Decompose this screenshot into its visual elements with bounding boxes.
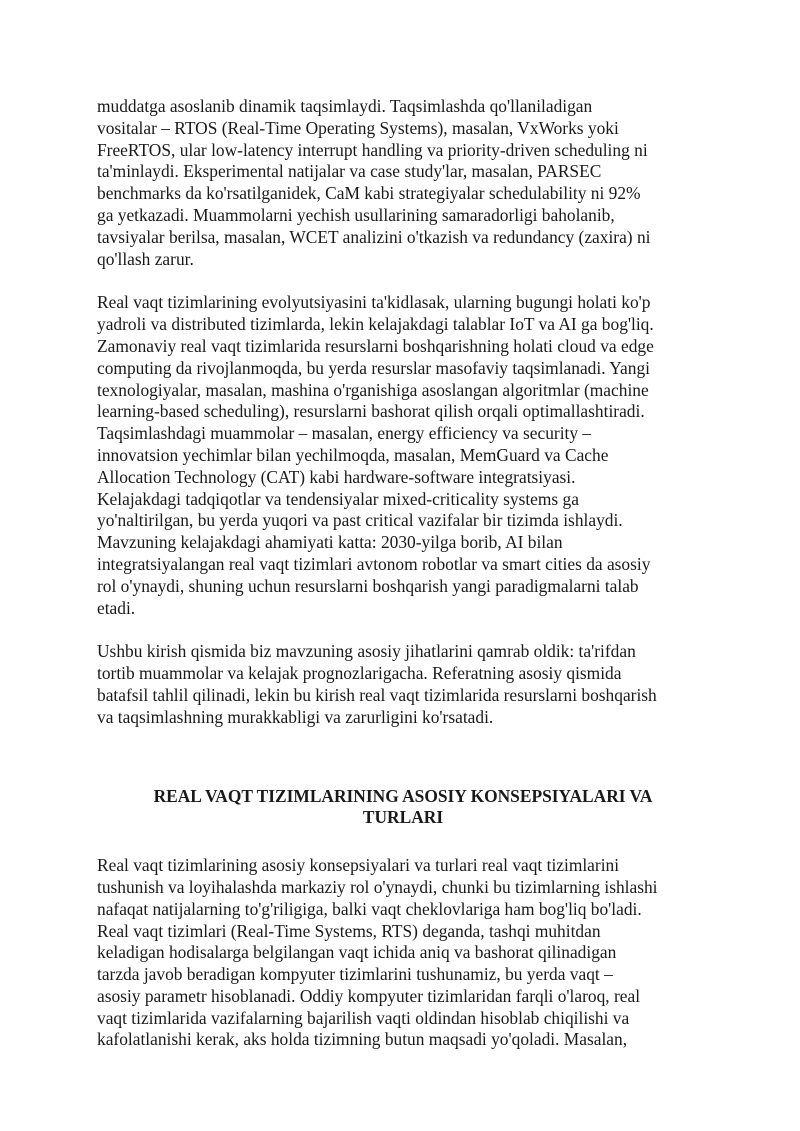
paragraph-evolyutsiya: Real vaqt tizimlarining evolyutsiyasini ta'kidlasak, ularning bugungi holati ko'p yadroli va distributed tizimlarda, lekin kelajakdagi talablar IoT va AI ga bog'liq. Zamonaviy real vaqt tizimlarida resurslarni boshqarishning holati cloud va edge computing da rivojlanmoqda, bu yerda resurslar masofaviy taqsimlanadi. Yangi texnologiyalar, masalan, mashina o'rganishiga asoslangan algoritmlar (machine learning-based scheduling), resurslarni bashorat qilish orqali optimallashtiradi. Taqsimlashdagi muammolar – masalan, energy efficiency va security – innovatsion yechimlar bilan yechilmoqda, masalan, MemGuard va Cache Allocation Technology (CAT) kabi hardware-software integratsiyasi. Kelajakdagi tadqiqotlar va tendensiyalar mixed-criticality systems ga yo'naltirilgan, bu yerda yuqori va past critical vazifalar bir tizimda ishlaydi. Mavzuning kelajakdagi ahamiyati katta: 2030-yilga borib, AI bilan integratsiyalangan real vaqt tizimlari avtonom robotlar va smart cities da asosiy rol o'ynaydi, shuning uchun resurslarni boshqarish yangi paradigmalarni talab etadi. xyxy=(97,292,654,618)
paragraph-asosiy-konsepsiyalar: Real vaqt tizimlarining asosiy konsepsiyalari va turlari real vaqt tizimlarini tushunish va loyihalashda markaziy rol o'ynaydi, chunki bu tizimlarning ishlashi nafaqat natijalarning to'g'riligiga, balki vaqt cheklovlariga ham bog'liq bo'ladi. Real vaqt tizimlari (Real-Time Systems, RTS) deganda, tashqi muhitdan keladigan hodisalarga belgilangan vaqt ichida aniq va bashorat qilinadigan tarzda javob beradigan kompyuter tizimlarini tushunamiz, bu yerda vaqt – asosiy parametr hisoblanadi. Oddiy kompyuter tizimlaridan farqli o'laroq, real vaqt tizimlarida vazifalarning bajarilish vaqti oldindan hisoblab chiqilishi va kafolatlanishi kerak, aks holda tizimning butun maqsadi yo'qoladi. Masalan, xyxy=(97,855,658,1050)
paragraph-kirish-xulosa: Ushbu kirish qismida biz mavzuning asosiy jihatlarini qamrab oldik: ta'rifdan tortib muammolar va kelajak prognozlarigacha. Referatning asosiy qismida batafsil tahlil qilinadi, lekin bu kirish real vaqt tizimlarida resurslarni boshqarish va taqsimlashning murakkabligi va zarurligini ko'rsatadi. xyxy=(97,641,657,727)
document-page xyxy=(97,96,709,1073)
section-heading: REAL VAQT TIZIMLARINING ASOSIY KONSEPSIYALARI VA TURLARI xyxy=(153,785,653,828)
paragraph-taqsimlash-vositalari: muddatga asoslanib dinamik taqsimlaydi. Taqsimlashda qo'llaniladigan vositalar – RTOS (Real-Time Operating Systems), masalan, VxWorks yoki FreeRTOS, ular low-latency interrupt handling va priority-driven scheduling ni ta'minlaydi. Eksperimental natijalar va case study'lar, masalan, PARSEC benchmarks da ko'rsatilganidek, CaM kabi strategiyalar schedulability ni 92% ga yetkazadi. Muammolarni yechish usullarining samaradorligi baholanib, tavsiyalar berilsa, masalan, WCET analizini o'tkazish va redundancy (zaxira) ni qo'llash zarur. xyxy=(97,96,651,269)
